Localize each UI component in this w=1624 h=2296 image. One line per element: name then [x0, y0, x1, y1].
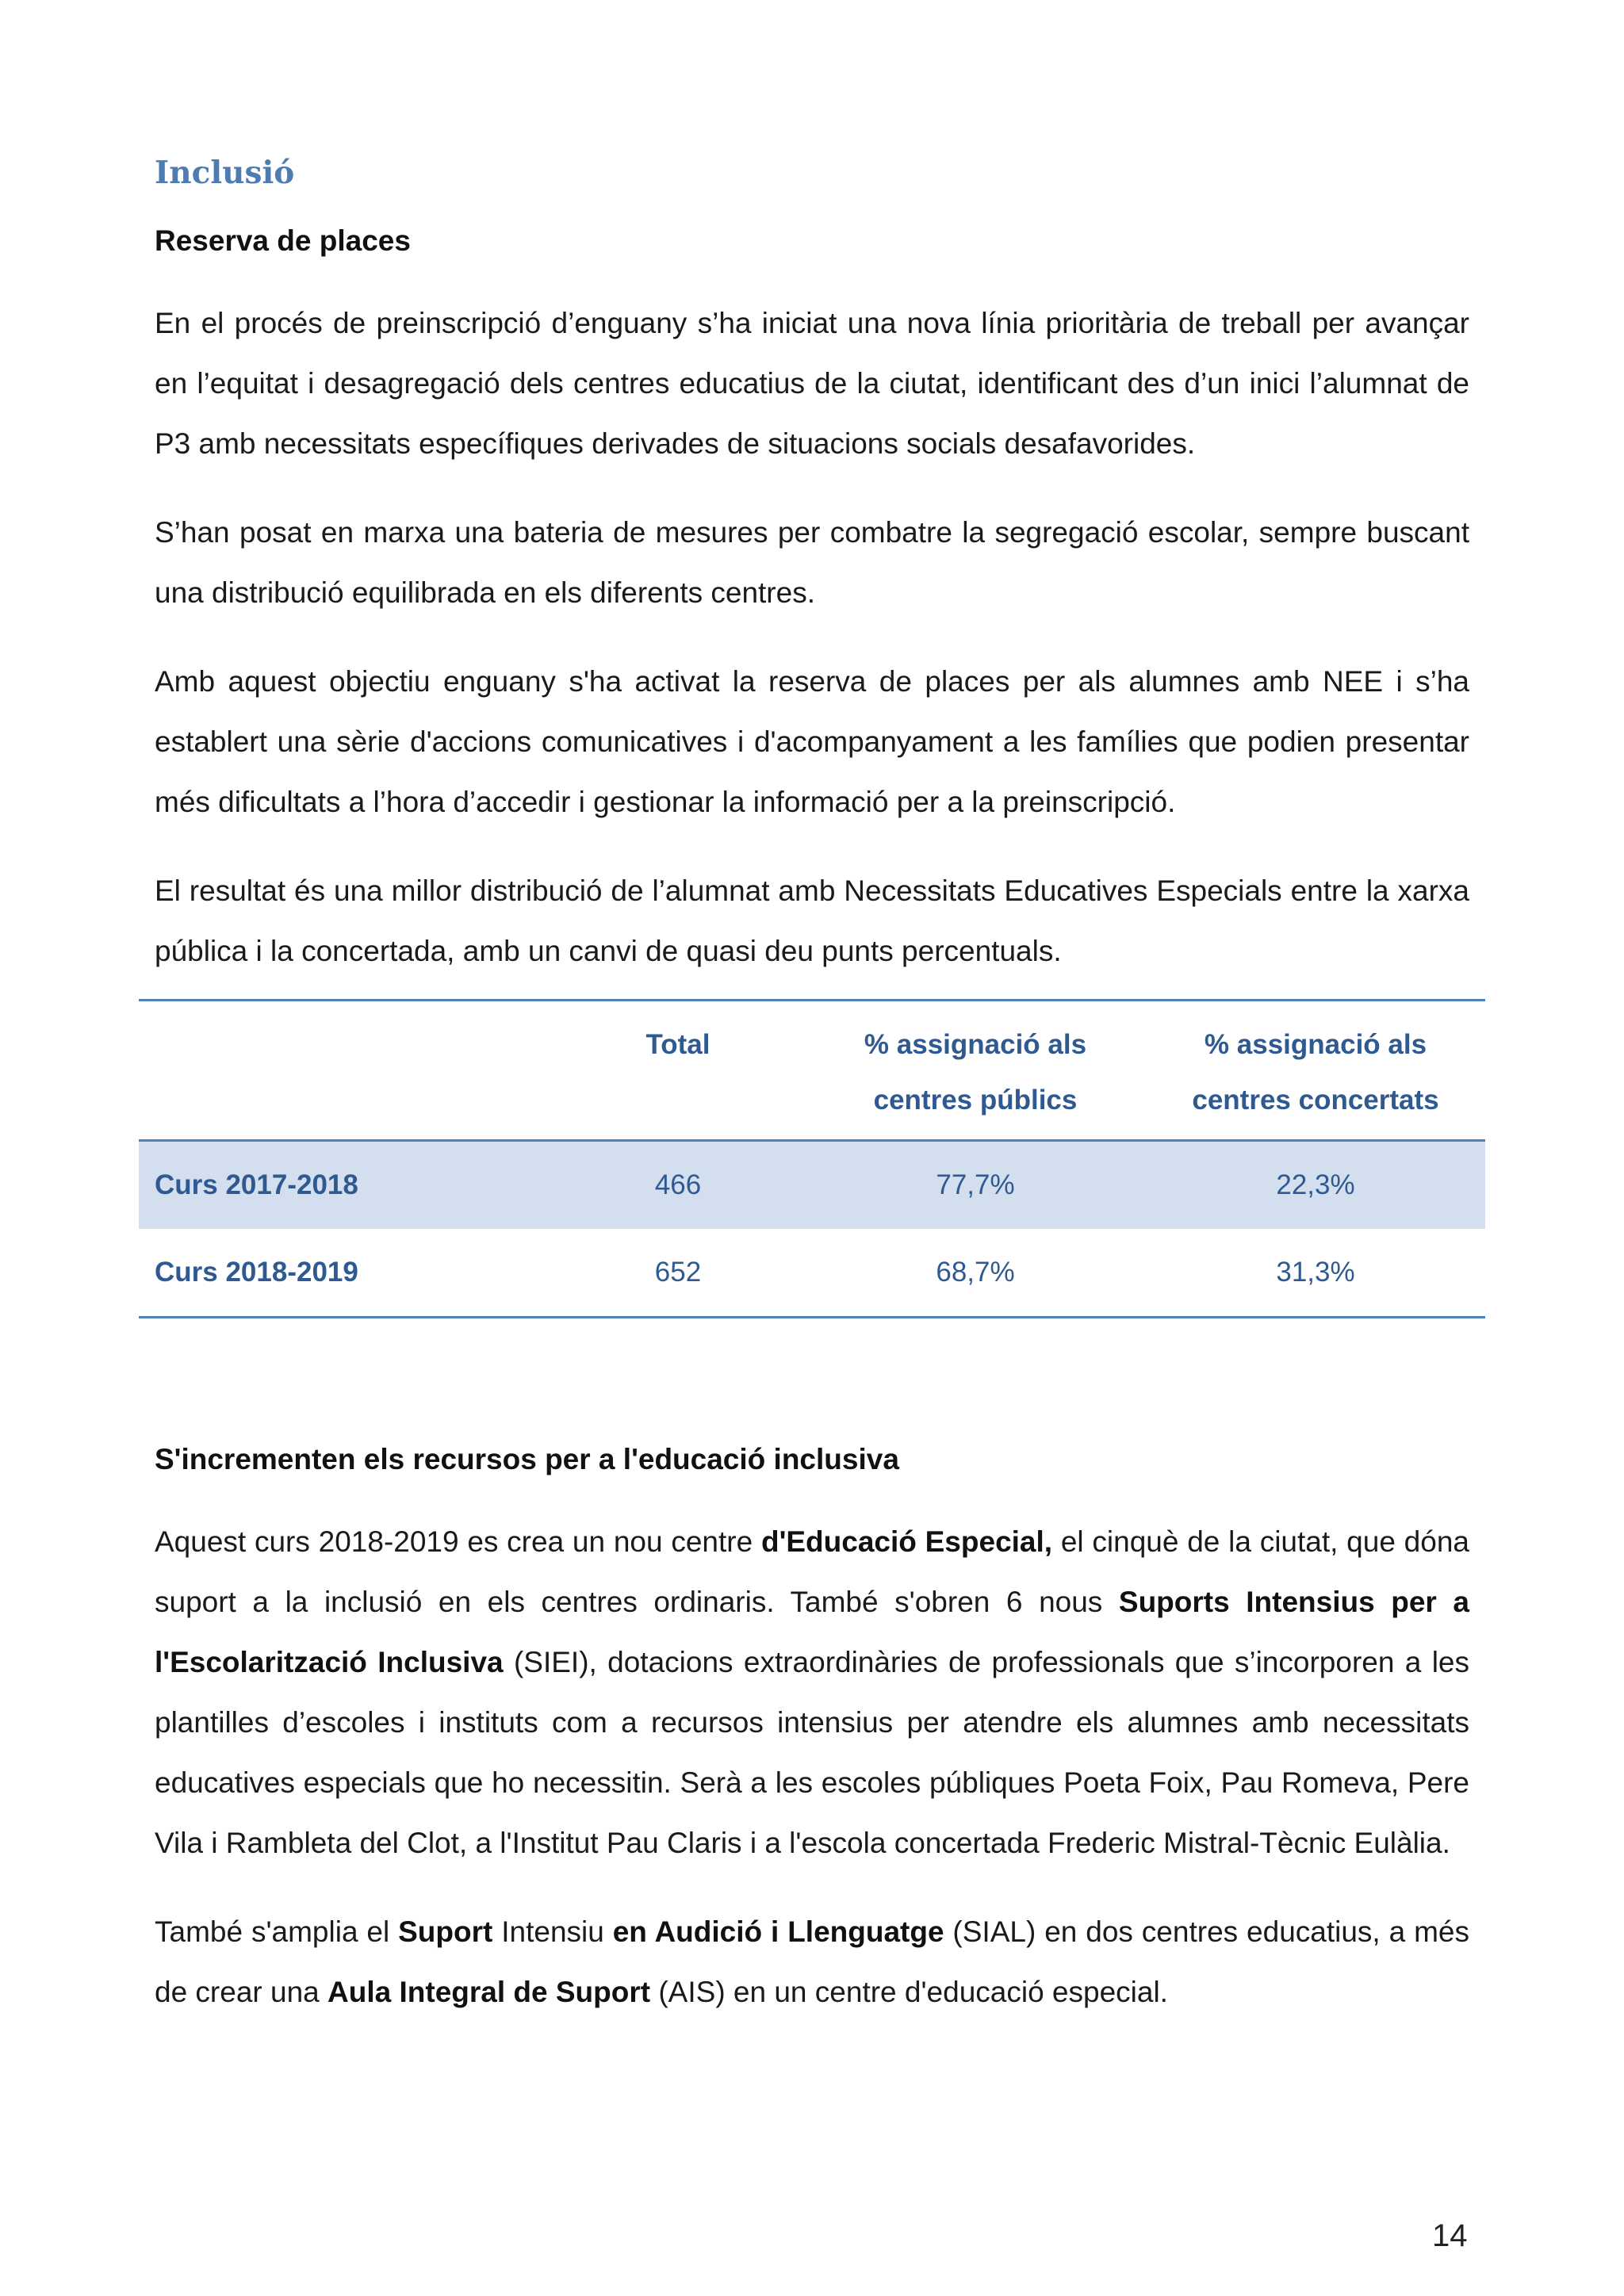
reserva-paragraph-1: En el procés de preinscripció d’enguany s’ha iniciat una nova línia prioritària de treball per avançar en l’equitat i desagregació dels centres educatius de la ciutat, identificant des d’un inici l’alumnat de P3 amb necessitats específiques derivades de situacions socials desafavorides. — [155, 307, 1469, 460]
cell-concertat: 22,3% — [1146, 1141, 1485, 1230]
text-run: També s'amplia el — [155, 1915, 399, 1948]
text-run: (AIS) en un centre d'educació especial. — [650, 1976, 1168, 2008]
bold-run: d'Educació Especial, — [760, 1525, 1053, 1558]
text-run: el cinquè de la ciutat, que dóna suport a la inclusió en els centres ordinaris. També s'obren 6 nous — [155, 1525, 1469, 1618]
cell-total: 652 — [654, 1257, 702, 1288]
bold-run: en Audició i Llenguatge — [612, 1915, 944, 1948]
table-header-total: Total — [645, 1029, 710, 1060]
table-header-row — [139, 1001, 1485, 1141]
table-row — [139, 1229, 1485, 1318]
text-run: (SIEI), dotacions extraordinàries de professionals que s’incorporen a les plantilles d’escoles i instituts com a recursos intensius per atendre els alumnes amb necessitats educatives especials que ho necessitin. Serà a les escoles públiques Poeta Foix, Pau Romeva, Pere Vila i Rambleta del Clot, a l'Institut Pau Claris i a l'escola concertada Frederic Mistral-Tècnic Eulàlia. — [155, 1646, 1469, 1859]
assignment-table — [139, 999, 1485, 1318]
cell-total: 466 — [551, 1141, 805, 1230]
bold-run: Suports Intensius per a l'Escolarització Inclusiva — [155, 1586, 1469, 1678]
reserva-heading: Reserva de places — [155, 224, 411, 257]
table-header-public: % assignació als centres públics — [864, 1029, 1087, 1115]
row-label: Curs 2017-2018 — [139, 1141, 551, 1230]
text-run: Intensiu — [492, 1915, 613, 1948]
bold-run: Aula Integral de Suport — [327, 1976, 651, 2008]
reserva-paragraph-2: S’han posat en marxa una bateria de mesures per combatre la segregació escolar, sempre buscant una distribució equilibrada en els diferents centres. — [155, 516, 1469, 609]
page-number: 14 — [1432, 2218, 1468, 2253]
table-header-empty — [139, 1001, 551, 1141]
document-page — [155, 151, 1469, 2022]
text-run: (SIAL) en dos centres educatius, a més de crear una — [155, 1915, 1469, 2008]
cell-public: 77,7% — [805, 1141, 1146, 1230]
reserva-paragraph-3: Amb aquest objectiu enguany s'ha activat la reserva de places per als alumnes amb NEE i s’ha establert una sèrie d'accions comunicatives i d'acompanyament a les famílies que podien presentar més dificultats a l’hora d’accedir i gestionar la informació per a la preinscripció. — [155, 665, 1469, 818]
table-header-concertat: % assignació als centres concertats — [1192, 1029, 1439, 1115]
text-run: Aquest curs 2018-2019 es crea un nou centre — [155, 1525, 761, 1558]
row-label: Curs 2018-2019 — [155, 1257, 358, 1288]
reserva-paragraph-4: El resultat és una millor distribució de l’alumnat amb Necessitats Educatives Especials entre la xarxa pública i la concertada, amb un canvi de quasi deu punts percentuals. — [155, 874, 1469, 967]
bold-run: Suport — [398, 1915, 493, 1948]
recursos-paragraph-2 — [155, 1902, 1469, 2022]
table-row — [139, 1141, 1485, 1230]
section-heading: Inclusió — [155, 155, 295, 191]
cell-public: 68,7% — [936, 1257, 1015, 1288]
recursos-paragraph-1 — [155, 1512, 1469, 1873]
recursos-heading: S'incrementen els recursos per a l'educació inclusiva — [155, 1443, 899, 1475]
cell-concertat: 31,3% — [1276, 1257, 1355, 1288]
